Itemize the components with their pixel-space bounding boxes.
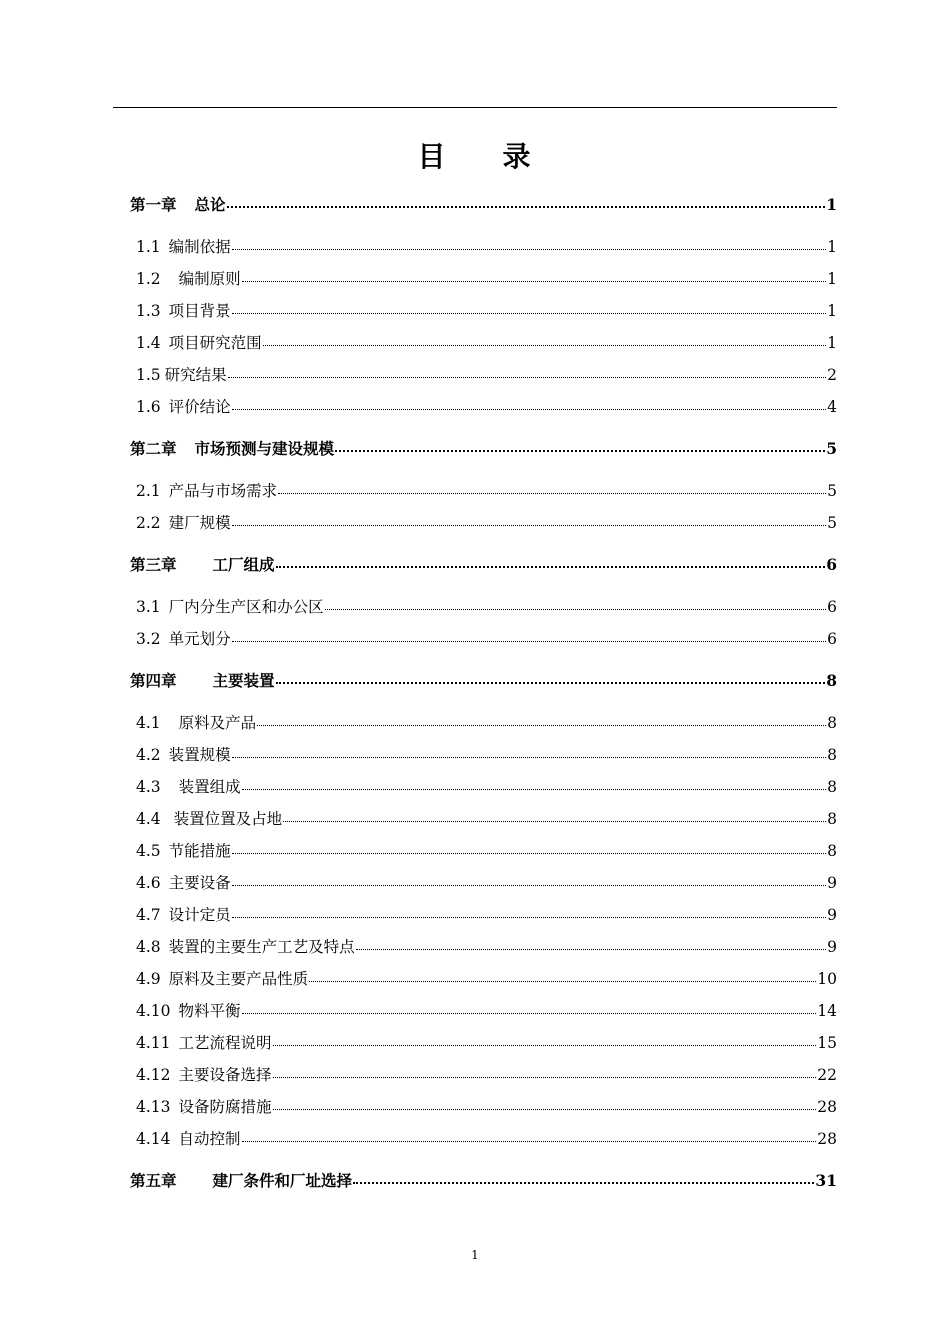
toc-page-number: 1 (827, 302, 837, 320)
toc-section-entry[interactable] (136, 838, 837, 864)
toc-entry-number: 第五章 (130, 1171, 177, 1190)
toc-entry-title: 主要装置 (212, 671, 275, 690)
toc-page-number: 8 (827, 714, 837, 732)
toc-entry-number: 4.5 (136, 842, 161, 860)
toc-page-number: 9 (827, 874, 837, 892)
toc-entry-label (136, 710, 256, 736)
toc-entry-title: 单元划分 (168, 630, 231, 648)
toc-entry-title: 主要设备 (168, 874, 231, 892)
toc-section-entry[interactable] (136, 362, 837, 388)
toc-dot-leader (232, 249, 826, 250)
toc-entry-number: 4.11 (136, 1034, 171, 1052)
toc-section-entry[interactable] (136, 934, 837, 960)
toc-entry-title: 原料及产品 (178, 714, 257, 732)
toc-chapter-entry[interactable] (130, 1168, 837, 1194)
toc-page-number: 6 (827, 598, 837, 616)
toc-page-number: 8 (827, 810, 837, 828)
toc-entry-title: 编制依据 (168, 238, 231, 256)
toc-entry-number: 4.1 (136, 714, 161, 732)
toc-entry-label (136, 1030, 272, 1056)
toc-entry-label (136, 626, 231, 652)
toc-entry-title: 总论 (194, 195, 226, 214)
toc-entry-label (136, 1094, 272, 1120)
toc-chapter-entry[interactable] (130, 192, 837, 218)
toc-entry-label (136, 902, 231, 928)
toc-page-number: 5 (827, 514, 837, 532)
toc-page-number: 6 (826, 555, 837, 574)
toc-dot-leader (232, 885, 826, 886)
toc-entry-title: 装置规模 (168, 746, 231, 764)
toc-entry-number: 4.6 (136, 874, 161, 892)
toc-entry-number: 1.6 (136, 398, 161, 416)
toc-entry-title: 工厂组成 (212, 555, 275, 574)
toc-entry-label (136, 234, 231, 260)
toc-dot-leader (232, 853, 826, 854)
toc-dot-leader (273, 1045, 817, 1046)
toc-entry-label (136, 838, 231, 864)
toc-section-entry[interactable] (136, 1062, 837, 1088)
toc-dot-leader (232, 641, 826, 642)
toc-dot-leader (263, 345, 826, 346)
toc-section-entry[interactable] (136, 510, 837, 536)
toc-entry-title: 装置位置及占地 (173, 810, 283, 828)
toc-entry-number: 4.14 (136, 1130, 171, 1148)
toc-entry-number: 3.2 (136, 630, 161, 648)
toc-dot-leader (309, 981, 816, 982)
toc-page-number: 9 (827, 906, 837, 924)
toc-entry-label (136, 934, 355, 960)
toc-entry-title: 厂内分生产区和办公区 (168, 598, 324, 616)
toc-entry-label (130, 192, 226, 218)
toc-page-number: 22 (817, 1066, 837, 1084)
toc-page-number: 28 (817, 1130, 837, 1148)
toc-dot-leader (242, 281, 826, 282)
toc-entry-title: 建厂规模 (168, 514, 231, 532)
toc-entry-label (136, 1062, 272, 1088)
toc-entry-number: 2.1 (136, 482, 161, 500)
toc-section-entry[interactable] (136, 774, 837, 800)
toc-page-number: 2 (827, 366, 837, 384)
toc-entry-label (136, 266, 241, 292)
toc-section-entry[interactable] (136, 1126, 837, 1152)
toc-dot-leader (325, 609, 826, 610)
toc-section-entry[interactable] (136, 626, 837, 652)
toc-entry-number: 4.12 (136, 1066, 171, 1084)
toc-dot-leader (276, 566, 826, 568)
toc-page-number: 8 (826, 671, 837, 690)
toc-entry-title: 市场预测与建设规模 (194, 439, 335, 458)
toc-entry-number: 4.3 (136, 778, 161, 796)
toc-page-number: 9 (827, 938, 837, 956)
toc-page-number: 4 (827, 398, 837, 416)
toc-entry-label (130, 436, 334, 462)
toc-dot-leader (228, 377, 826, 378)
toc-entry-title: 设计定员 (168, 906, 231, 924)
toc-entry-label (136, 1126, 241, 1152)
toc-section-entry[interactable] (136, 966, 837, 992)
toc-entry-number: 3.1 (136, 598, 161, 616)
toc-section-entry[interactable] (136, 710, 837, 736)
toc-chapter-entry[interactable] (130, 552, 837, 578)
toc-entry-title: 产品与市场需求 (168, 482, 278, 500)
toc-entry-title: 编制原则 (178, 270, 241, 288)
toc-page-number: 5 (827, 482, 837, 500)
toc-dot-leader (242, 1141, 817, 1142)
toc-entry-number: 第三章 (130, 555, 177, 574)
toc-page-number: 31 (815, 1171, 837, 1190)
toc-section-entry[interactable] (136, 330, 837, 356)
toc-page-number: 1 (827, 270, 837, 288)
toc-section-entry[interactable] (136, 1030, 837, 1056)
title-char-1: 目 (417, 140, 448, 173)
toc-entry-title: 原料及主要产品性质 (168, 970, 309, 988)
toc-entry-label (136, 394, 231, 420)
page-title (0, 135, 950, 175)
toc-entry-number: 4.13 (136, 1098, 171, 1116)
toc-chapter-entry[interactable] (130, 436, 837, 462)
toc-dot-leader (232, 917, 826, 918)
toc-section-entry[interactable] (136, 298, 837, 324)
toc-entry-label (136, 742, 231, 768)
toc-entry-number: 4.2 (136, 746, 161, 764)
toc-dot-leader (242, 789, 826, 790)
toc-entry-number: 2.2 (136, 514, 161, 532)
toc-page-number: 1 (826, 195, 837, 214)
toc-dot-leader (242, 1013, 817, 1014)
toc-section-entry[interactable] (136, 806, 837, 832)
toc-entry-number: 4.4 (136, 810, 161, 828)
page-number: 1 (471, 1248, 479, 1262)
toc-dot-leader (227, 206, 826, 208)
title-char-2: 录 (502, 140, 533, 173)
toc-dot-leader (356, 949, 826, 950)
toc-chapter-entry[interactable] (130, 668, 837, 694)
toc-section-entry[interactable] (136, 870, 837, 896)
toc-dot-leader (232, 409, 826, 410)
toc-page-number: 8 (827, 842, 837, 860)
toc-entry-number: 第二章 (130, 439, 177, 458)
toc-entry-title: 工艺流程说明 (178, 1034, 272, 1052)
toc-entry-number: 1.4 (136, 334, 161, 352)
toc-entry-title: 项目背景 (168, 302, 231, 320)
toc-entry-label (136, 774, 241, 800)
toc-entry-label (130, 1168, 352, 1194)
toc-entry-number: 1.5 (136, 366, 161, 384)
toc-entry-label (136, 594, 324, 620)
toc-entry-title: 评价结论 (168, 398, 231, 416)
toc-entry-title: 主要设备选择 (178, 1066, 272, 1084)
toc-entry-label (136, 298, 231, 324)
toc-entry-label (136, 330, 262, 356)
toc-dot-leader (232, 313, 826, 314)
toc-section-entry[interactable] (136, 594, 837, 620)
toc-section-entry[interactable] (136, 998, 837, 1024)
toc-dot-leader (273, 1077, 817, 1078)
toc-dot-leader (353, 1182, 814, 1184)
toc-section-entry[interactable] (136, 742, 837, 768)
toc-entry-label (130, 552, 275, 578)
toc-section-entry[interactable] (136, 1094, 837, 1120)
toc-entry-number: 4.7 (136, 906, 161, 924)
toc-page-number: 14 (817, 1002, 837, 1020)
toc-entry-number: 1.1 (136, 238, 161, 256)
toc-entry-label (136, 478, 277, 504)
toc-entry-title: 项目研究范围 (168, 334, 262, 352)
toc-section-entry[interactable] (136, 394, 837, 420)
toc-entry-label (130, 668, 275, 694)
toc-entry-label (136, 998, 241, 1024)
toc-dot-leader (273, 1109, 817, 1110)
toc-entry-number: 第四章 (130, 671, 177, 690)
toc-entry-number: 1.2 (136, 270, 161, 288)
toc-dot-leader (257, 725, 826, 726)
toc-entry-number: 1.3 (136, 302, 161, 320)
toc-page-number: 15 (817, 1034, 837, 1052)
header-rule (113, 107, 837, 108)
toc-entry-title: 节能措施 (168, 842, 231, 860)
toc-section-entry[interactable] (136, 478, 837, 504)
toc-entry-label (136, 362, 227, 388)
toc-entry-title: 装置的主要生产工艺及特点 (168, 938, 355, 956)
toc-entry-number: 第一章 (130, 195, 177, 214)
toc-page-number: 28 (817, 1098, 837, 1116)
toc-entry-number: 4.8 (136, 938, 161, 956)
toc-page-number: 8 (827, 746, 837, 764)
toc-page-number: 1 (827, 334, 837, 352)
toc-section-entry[interactable] (136, 234, 837, 260)
toc-entry-number: 4.10 (136, 1002, 171, 1020)
toc-entry-number: 4.9 (136, 970, 161, 988)
toc-entry-title: 自动控制 (178, 1130, 241, 1148)
toc-dot-leader (232, 525, 826, 526)
toc-entry-label (136, 510, 231, 536)
toc-section-entry[interactable] (136, 266, 837, 292)
toc-entry-title: 设备防腐措施 (178, 1098, 272, 1116)
toc-page-number: 10 (817, 970, 837, 988)
toc-dot-leader (283, 821, 826, 822)
toc-dot-leader (276, 682, 826, 684)
toc-dot-leader (232, 757, 826, 758)
toc-section-entry[interactable] (136, 902, 837, 928)
toc-page-number: 1 (827, 238, 837, 256)
toc-dot-leader (335, 450, 825, 452)
toc-page-number: 8 (827, 778, 837, 796)
toc-dot-leader (278, 493, 826, 494)
toc-entry-label (136, 806, 282, 832)
toc-page-number: 5 (826, 439, 837, 458)
toc-entry-title: 装置组成 (178, 778, 241, 796)
toc-entry-title: 建厂条件和厂址选择 (212, 1171, 353, 1190)
toc-entry-title: 物料平衡 (178, 1002, 241, 1020)
toc-entry-title: 研究结果 (164, 366, 227, 384)
toc-entry-label (136, 870, 231, 896)
toc-entry-label (136, 966, 308, 992)
toc-page-number: 6 (827, 630, 837, 648)
